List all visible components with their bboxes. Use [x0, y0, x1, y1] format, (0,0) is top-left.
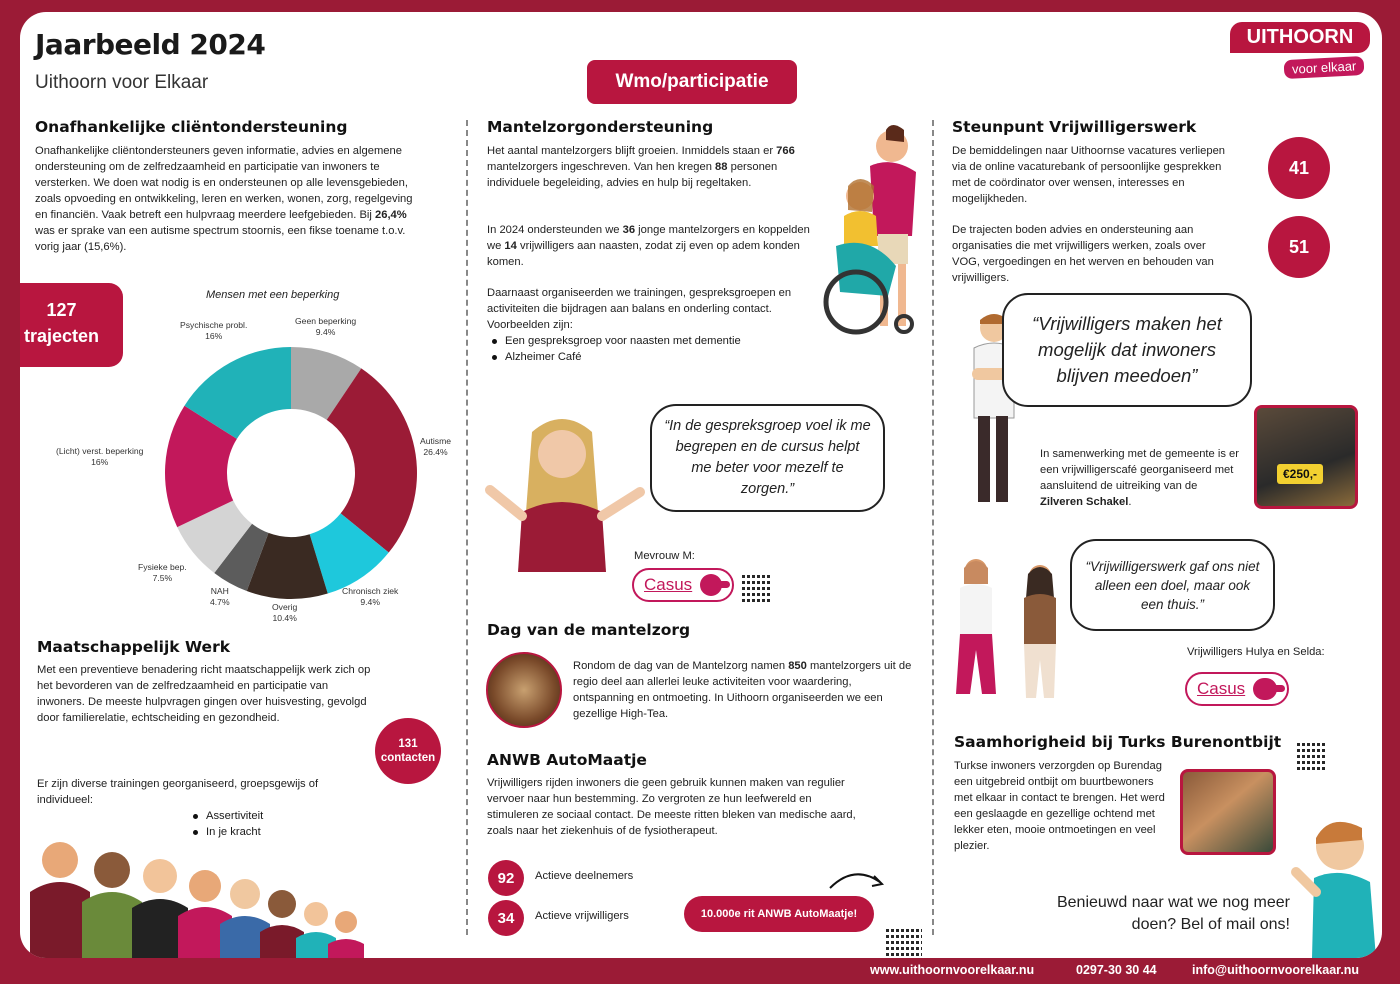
footer-website-link[interactable]: www.uithoornvoorelkaar.nu — [870, 963, 1035, 977]
category-value: 9.4% — [360, 597, 380, 607]
disability-donut-chart — [160, 342, 422, 604]
dag-heading: Dag van de mantelzorg — [487, 621, 691, 639]
steun-paragraph-2: De trajecten boden advies en ondersteuning aan organisaties die met vrijwilligers werken, zoals over VOG, vergoedingen en het werven en behouden van vrijwilligers. — [952, 224, 1214, 284]
page-title: Jaarbeeld 2024 — [35, 28, 266, 61]
woman-illustration — [482, 412, 652, 572]
zilveren-schakel-photo — [1254, 405, 1358, 509]
chart-category-label — [56, 446, 143, 468]
contact-cta: Benieuwd naar wat we nog meer doen? Bel of mail ons! — [1056, 894, 1290, 933]
onafh-paragraph: Onafhankelijke cliëntondersteuners geven informatie, advies en algemene ondersteuning om de zelfredzaamheid en participatie van inwoners te versterken. We doen wat nodig is en ondersteunen op alle levensgebieden, zoals opvoeding en ontwikkeling, leren en werken, wonen, zorg, regelgeving en financiën. Vaak betreft een hulpvraag meerdere leefgebieden. Bij 26,4% was er sprake van een autisme spectrum stoornis, een fikse toename t.o.v. vorig jaar (15,6%). — [35, 145, 413, 253]
contacten-badge — [375, 718, 441, 784]
qr-code-icon[interactable] — [742, 572, 772, 602]
bemiddelingen-count: 41 — [1268, 137, 1330, 199]
category-name: (Licht) verst. beperking — [56, 446, 144, 456]
vrijwilligers-quote-author: Vrijwilligers Hulya en Selda: — [1187, 646, 1325, 658]
logo-word: UITHOORN — [1230, 22, 1370, 53]
footer-email-link[interactable]: info@uithoornvoorelkaar.nu — [1192, 963, 1360, 977]
trainings-intro: Er zijn diverse trainingen georganiseerd, groepsgewijs of individueel: — [37, 778, 319, 806]
dag-paragraph: Rondom de dag van de Mantelzorg namen 850 mantelzorgers uit de regio deel aan allerlei leuke activiteiten voor waardering, ontspanning en ontmoeting. In Uithoorn organiseerden we een gezellige High-Tea. — [573, 660, 912, 720]
chart-category-label — [180, 320, 247, 342]
mantel-list — [487, 333, 741, 365]
infographic-page — [20, 12, 1382, 958]
casus-label: Casus — [1197, 679, 1246, 698]
category-name: Geen beperking — [295, 316, 357, 326]
onafh-heading: Onafhankelijke cliëntondersteuning — [35, 118, 348, 136]
column-divider-left — [466, 120, 468, 935]
contacten-label: contacten — [380, 752, 436, 764]
burenontbijt-photo — [1180, 769, 1276, 855]
maatsch-heading: Maatschappelijk Werk — [37, 638, 231, 656]
trajecten-label: trajecten — [23, 326, 100, 346]
category-value: 4.7% — [210, 597, 230, 607]
category-name: NAH — [210, 586, 229, 596]
category-value: 7.5% — [152, 573, 173, 583]
chart-category-label — [420, 436, 451, 458]
curved-arrow-icon — [828, 868, 888, 890]
waving-man-illustration — [1290, 802, 1382, 958]
category-name: Autisme — [420, 436, 452, 446]
mantel-casus-button[interactable] — [632, 568, 734, 602]
category-value: 9.4% — [315, 327, 336, 337]
list-item: Alzheimer Café — [487, 349, 741, 365]
chart-title: Mensen met een beperking — [206, 289, 340, 301]
pointing-hand-icon — [1253, 678, 1277, 700]
chart-category-label — [272, 602, 297, 624]
mantel-paragraph-1: Het aantal mantelzorgers blijft groeien. Inmiddels staan er 766 mantelzorgers ingeschreven. Van hen kregen 88 personen individuele begeleiding, advies en hulp bij regeltaken. — [487, 145, 795, 189]
category-name: Fysieke bep. — [138, 562, 187, 572]
list-item: Een gespreksgroep voor naasten met dementie — [487, 333, 741, 349]
vrijwilligers-quote-bubble: “Vrijwilligerswerk gaf ons niet alleen een doel, maar ook een thuis.” — [1070, 539, 1275, 631]
pointing-hand-icon — [700, 574, 722, 596]
mantel-paragraph-3: Daarnaast organiseerden we trainingen, gespreksgroepen en activiteiten die bijdragen aan balans en onderling contact. Voorbeelden zijn: — [487, 287, 792, 331]
chart-category-label — [210, 586, 230, 608]
column-divider-right — [932, 120, 934, 935]
trajecten-number: 127 — [46, 300, 77, 320]
deelnemers-label: Actieve deelnemers — [535, 870, 634, 882]
crowd-illustration — [20, 832, 380, 958]
steun-paragraph-1: De bemiddelingen naar Uithoornse vacatures verliepen via de online vacaturebank of persoonlijke gesprekken met de coördinator over wensen, interesses en mogelijkheden. — [952, 145, 1226, 205]
high-tea-photo — [486, 652, 562, 728]
qr-code-icon[interactable] — [1297, 740, 1327, 770]
anwb-paragraph: Vrijwilligers rijden inwoners die geen gebruik kunnen maken van regulier vervoer naar hun bestemming. Zo vergroten ze hun leefwereld en stimuleren ze sociaal contact. De meeste ritten bleken van medische aard, zoals naar het ziekenhuis of de fysiotherapeut. — [487, 777, 856, 837]
caregiver-illustration — [800, 116, 930, 336]
category-value: 26.4% — [423, 447, 448, 457]
section-badge: Wmo/participatie — [587, 60, 797, 104]
steun-heading: Steunpunt Vrijwilligerswerk — [952, 118, 1197, 136]
mantel-paragraph-2: In 2024 ondersteunden we 36 jonge mantelzorgers en koppelden we 14 vrijwilligers aan naasten, zodat zij even op adem konden komen. — [487, 224, 810, 268]
vrijwilligers-label: Actieve vrijwilligers — [535, 910, 629, 922]
deelnemers-count: 92 — [488, 860, 524, 896]
steun-collab-text: In samenwerking met de gemeente is er een vrijwilligerscafé georganiseerd met aansluitend de uitreiking van de Zilveren Schakel. — [1040, 448, 1239, 508]
casus-label: Casus — [644, 575, 693, 594]
steun-casus-button[interactable] — [1185, 672, 1289, 706]
uithoorn-logo — [1230, 22, 1370, 86]
mantel-quote-bubble: “In de gespreksgroep voel ik me begrepen en de cursus helpt me beter voor mezelf te zorgen.” — [650, 404, 885, 512]
turks-paragraph: Turkse inwoners verzorgden op Burendag een uitgebreid ontbijt om buurtbewoners met elkaar in contact te brengen. Het werd een geslaagde en gezellige ochtend met lekker eten, mooie ontmoetingen en veel plezier. — [954, 760, 1165, 852]
list-item: Assertiviteit — [188, 808, 263, 824]
turks-heading: Saamhorigheid bij Turks Burenontbijt — [954, 733, 1282, 751]
cheque-text: €250,- — [1277, 464, 1323, 484]
chart-category-label — [295, 316, 356, 338]
page-subtitle: Uithoorn voor Elkaar — [35, 72, 209, 93]
anwb-heading: ANWB AutoMaatje — [487, 751, 647, 769]
logo-tagline: voor elkaar — [1283, 56, 1364, 79]
category-value: 16% — [205, 331, 223, 341]
chart-category-label — [342, 586, 398, 608]
category-value: 10.4% — [272, 613, 297, 623]
list-item: In je kracht — [188, 824, 263, 840]
contacten-number: 131 — [398, 738, 418, 750]
qr-code-icon[interactable] — [886, 926, 922, 958]
anwb-10000-button[interactable]: 10.000e rit ANWB AutoMaatje! — [684, 896, 874, 932]
chart-category-label — [138, 562, 187, 584]
two-women-illustration — [940, 554, 1070, 704]
trajecten-badge — [20, 283, 123, 367]
maatsch-paragraph: Met een preventieve benadering richt maatschappelijk werk zich op het bevorderen van de zelfredzaamheid en participatie van inwoners. De meeste hulpvragen gingen over huisvesting, gevolgd door familierelatie, echtscheiding en gezondheid. — [37, 664, 371, 724]
category-name: Chronisch ziek — [342, 586, 399, 596]
category-name: Overig — [272, 602, 298, 612]
trajecten-count: 51 — [1268, 216, 1330, 278]
steun-quote-bubble: “Vrijwilligers maken het mogelijk dat inwoners blijven meedoen” — [1002, 293, 1252, 407]
mantel-quote-author: Mevrouw M: — [634, 550, 695, 562]
category-value: 16% — [91, 457, 109, 467]
footer-bar — [0, 958, 1400, 984]
vrijwilligers-count: 34 — [488, 900, 524, 936]
mantel-heading: Mantelzorgondersteuning — [487, 118, 714, 136]
footer-phone[interactable]: 0297-30 30 44 — [1076, 963, 1157, 977]
category-name: Psychische probl. — [180, 320, 248, 330]
